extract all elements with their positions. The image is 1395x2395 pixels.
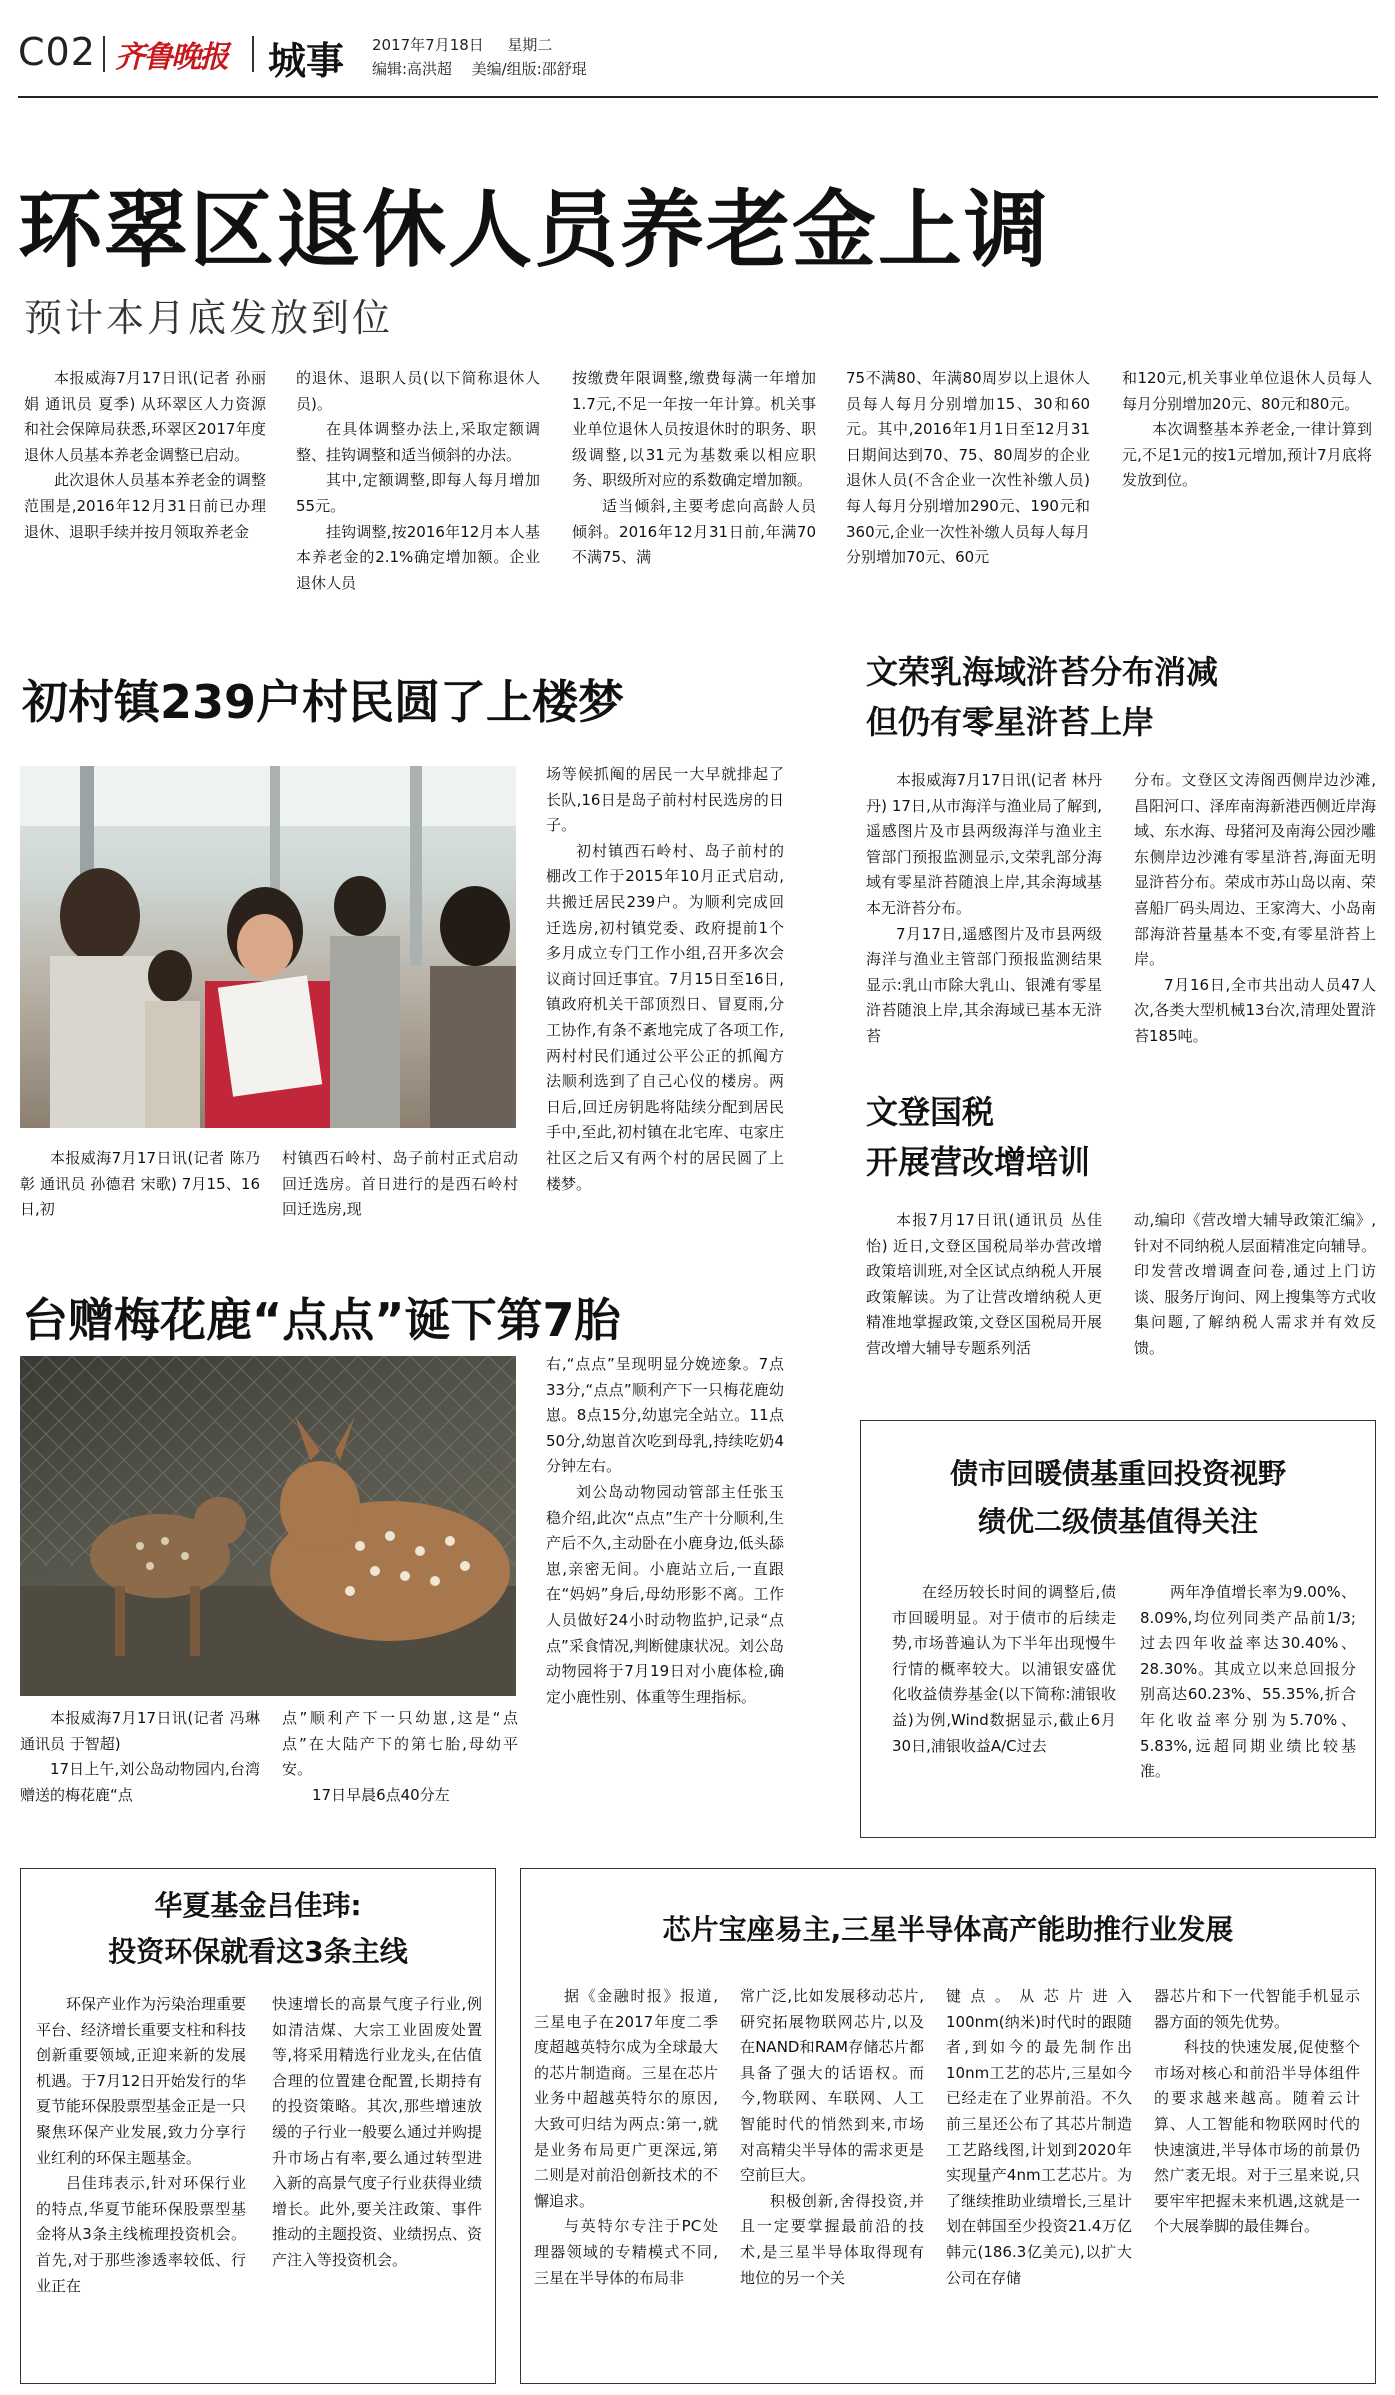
laver-col-2 <box>1134 768 1376 1060</box>
lead-col1-p1: 本报威海7月17日讯(记者 孙丽娟 通讯员 夏季) 从环翠区人力资源和社会保障局获悉,环翠区2017年度退休人员基本养老金调整已启动。 <box>24 369 266 464</box>
chip-col1-p1: 据《金融时报》报道,三星电子在2017年度二季度超越英特尔成为全球最大的芯片制造商。三星在芯片业务中超越英特尔的原因,大致可归结为两点:第一,就是业务布局更广更深远,第二则是对前沿创新技术的不懈追求。 <box>534 1987 718 2210</box>
deer-headline: 台赠梅花鹿“点点”诞下第7胎 <box>22 1293 621 1347</box>
fund-col-2 <box>272 1992 482 2376</box>
laver-col-1 <box>866 768 1102 1060</box>
laver-col2-p1: 分布。文登区文涛阁西侧岸边沙滩,昌阳河口、泽库南海新港西侧近岸海域、东水海、母猪河及南海公园沙雕东侧岸边沙滩有零星浒苔,海面无明显浒苔分布。荣成市苏山岛以南、荣喜船厂码头周边、王家湾大、小岛南部海浒苔量基本不变,有零星浒苔上岸。 <box>1134 771 1376 969</box>
laver-col1-p1: 本报威海7月17日讯(记者 林丹丹) 17日,从市海洋与渔业局了解到,遥感图片及市县两级海洋与渔业主管部门预报监测显示,文荣乳部分海域有零星浒苔随浪上岸,其余海域基本无浒苔分布。 <box>866 771 1102 917</box>
date-text: 2017年7月18日 <box>372 36 484 54</box>
chip-col2-p2: 积极创新,舍得投资,并且一定要掌握最前沿的技术,是三星半导体取得现有地位的另一个关 <box>740 2191 924 2287</box>
chip-col-3 <box>946 1984 1132 2374</box>
deer-photo <box>20 1356 516 1696</box>
lead-col2-p4: 挂钩调整,按2016年12月本人基本养老金的2.1%确定增加额。企业退休人员 <box>296 522 540 592</box>
village-caption-2 <box>282 1146 518 1228</box>
editor-text: 编辑:高洪超 <box>372 60 453 78</box>
laver-headline-2: 但仍有零星浒苔上岸 <box>866 703 1155 741</box>
lead-col-3 <box>572 366 816 611</box>
laver-col2-p2: 7月16日,全市共出动人员47人次,各类大型机械13台次,清理处置浒苔185吨。 <box>1134 975 1376 1045</box>
village-photo-art <box>20 766 516 1128</box>
page-header <box>0 0 1395 90</box>
editor-credits <box>372 58 587 79</box>
issue-date <box>372 34 552 55</box>
deer-caption-2 <box>282 1706 518 1804</box>
designer-text: 美编/组版:邵舒琨 <box>471 60 587 78</box>
fund-col1-p1: 环保产业作为污染治理重要平台、经济增长重要支柱和科技创新重要领域,正迎来新的发展机遇。于7月12日开始发行的华夏节能环保股票型基金正是一只聚焦环保产业发展,致力分享行业红利的环保主题基金。 <box>36 1995 247 2167</box>
deer-col-right <box>546 1352 784 1788</box>
lead-col-5 <box>1122 366 1372 611</box>
tax-col1-p1: 本报7月17日讯(通讯员 丛佳怡) 近日,文登区国税局举办营改增政策培训班,对全区试点纳税人开展政策解读。为了让营改增纳税人更精准地掌握政策,文登区国税局开展营改增大辅导专题系列活 <box>866 1211 1102 1357</box>
lead-col2-p3: 其中,定额调整,即每人每月增加55元。 <box>296 471 540 515</box>
deer-right-p2: 刘公岛动物园动管部主任张玉稳介绍,此次“点点”生产十分顺利,生产后不久,主动卧在小鹿身边,低头舔崽,亲密无间。小鹿站立后,一直跟在“妈妈”身后,母幼形影不离。工作人员做好24小时动物监护,记录“点点”采食情况,判断健康状况。刘公岛动物园将于7月19日对小鹿体检,确定小鹿性别、体重等生理指标。 <box>546 1482 784 1706</box>
section-name: 城事 <box>268 39 345 83</box>
fund-col1-p2: 吕佳玮表示,针对环保行业的特点,华夏节能环保股票型基金将从3条主线梳理投资机会。首先,对于那些渗透率较低、行业正在 <box>36 2174 246 2295</box>
village-caption-1-text: 本报威海7月17日讯(记者 陈乃彰 通讯员 孙德君 宋歌) 7月15、16日,初 <box>20 1149 260 1219</box>
deer-caption-1a: 本报威海7月17日讯(记者 冯琳 通讯员 于智超) <box>20 1709 260 1753</box>
village-col-right <box>546 762 784 1232</box>
tax-col-1 <box>866 1208 1102 1392</box>
bonds-col-2 <box>1140 1580 1356 1820</box>
village-right-p2: 初村镇西石岭村、岛子前村的棚改工作于2015年10月正式启动,共搬迁居民239户。为顺利完成回迁选房,初村镇党委、政府提前1个多月成立专门工作小组,召开多次会议商讨回迁事宜。7月15日至16日,镇政府机关干部顶烈日、冒夏雨,分工协作,有条不紊地完成了各项工作,两村村民们通过公平公正的抓阄方法顺利选到了自己心仪的楼房。两日后,回迁房钥匙将陆续分配到居民手中,至此,初村镇在北宅库、屯家庄社区之后又有两个村的居民圆了上楼梦。 <box>546 841 784 1193</box>
village-photo <box>20 766 516 1128</box>
chip-col-4 <box>1154 1984 1360 2374</box>
deer-caption-1b: 17日上午,刘公岛动物园内,台湾赠送的梅花鹿“点 <box>20 1760 260 1804</box>
lead-col-1 <box>24 366 266 611</box>
fund-col-1 <box>36 1992 246 2376</box>
deer-caption-2b: 17日早晨6点40分左 <box>312 1785 450 1804</box>
lead-col-4 <box>846 366 1090 611</box>
lead-col1-p2: 此次退休人员基本养老金的调整范围是,2016年12月31日前已办理退休、退职手续并按月领取养老金 <box>24 471 266 541</box>
header-divider-2 <box>252 36 254 72</box>
deer-right-p1: 右,“点点”呈现明显分娩迹象。7点33分,“点点”顺利产下一只梅花鹿幼崽。8点15分,幼崽完全站立。11点50分,幼崽首次吃到母乳,持续吃奶4分钟左右。 <box>546 1355 784 1476</box>
lead-subhead: 预计本月底发放到位 <box>24 296 394 340</box>
chip-col-1 <box>534 1984 718 2374</box>
village-right-p1: 场等候抓阄的居民一大早就排起了长队,16日是岛子前村村民选房的日子。 <box>546 765 784 835</box>
bonds-headline-2: 绩优二级债基值得关注 <box>977 1505 1258 1538</box>
bonds-col2-p1: 两年净值增长率为9.00%、8.09%,均位列同类产品前1/3;过去四年收益率达30.40%、28.30%。其成立以来总回报分别高达60.23%、55.35%,折合年化收益率分别为5.70%、5.83%,远超同期业绩比较基准。 <box>1140 1583 1356 1781</box>
deer-photo-art <box>20 1356 516 1696</box>
tax-headline-2: 开展营改增培训 <box>866 1143 1091 1181</box>
bonds-col-1 <box>892 1580 1116 1820</box>
chip-col4-p2: 科技的快速发展,促使整个市场对核心和前沿半导体组件的要求越来越高。随着云计算、人工智能和物联网时代的快速演进,半导体市场的前景仍然广袤无垠。对于三星来说,只要牢牢把握未来机遇,这就是一个大展拳脚的最佳舞台。 <box>1154 2038 1360 2236</box>
lead-col2-p2: 在具体调整办法上,采取定额调整、挂钩调整和适当倾斜的办法。 <box>296 420 540 464</box>
village-caption-1 <box>20 1146 260 1228</box>
deer-caption-2a: 点”顺利产下一只幼崽,这是“点点”在大陆产下的第七胎,母幼平安。 <box>282 1709 518 1779</box>
lead-col3-p1: 按缴费年限调整,缴费每满一年增加1.7元,不足一年按一年计算。机关事业单位退休人员按退休时的职务、职级调整,以31元为基数乘以相应职务、职级所对应的系数确定增加额。 <box>572 369 816 490</box>
laver-headline-1: 文荣乳海域浒苔分布消减 <box>866 653 1219 691</box>
lead-col4-p1: 75不满80、年满80周岁以上退休人员每人每月分别增加15、30和60元。其中,2016年1月1日至12月31日期间达到70、75、80周岁的企业退休人员(不含企业一次性补缴人员)每人每月分别增加290元、190元和360元,企业一次性补缴人员每人每月分别增加70元、60元 <box>846 369 1090 567</box>
chip-headline: 芯片宝座易主,三星半导体高产能助推行业发展 <box>662 1913 1234 1946</box>
tax-col-2 <box>1134 1208 1376 1392</box>
tax-col2-p1: 动,编印《营改增大辅导政策汇编》,针对不同纳税人层面精准定向辅导。印发营改增调查问卷,通过上门访谈、服务厅询问、网上搜集等方式收集问题,了解纳税人需求并有效反馈。 <box>1134 1211 1376 1357</box>
village-headline: 初村镇239户村民圆了上楼梦 <box>22 675 625 729</box>
lead-col2-p1: 的退休、退职人员(以下简称退休人员)。 <box>296 369 540 413</box>
chip-col1-p2: 与英特尔专注于PC处理器领域的专精模式不同,三星在半导体的布局非 <box>534 2217 718 2287</box>
page-code: C02 <box>18 30 96 74</box>
fund-headline-1: 华夏基金吕佳玮: <box>154 1889 362 1922</box>
lead-col5-p1: 和120元,机关事业单位退休人员每人每月分别增加20元、80元和80元。 <box>1122 369 1372 413</box>
deer-caption-1 <box>20 1706 260 1804</box>
chip-col4-p1: 器芯片和下一代智能手机显示器方面的领先优势。 <box>1154 1987 1360 2031</box>
laver-col1-p2: 7月17日,遥感图片及市县两级海洋与渔业主管部门预报监测结果显示:乳山市除大乳山、银滩有零星浒苔随浪上岸,其余海域已基本无浒苔 <box>866 924 1102 1045</box>
village-caption-2-text: 村镇西石岭村、岛子前村正式启动回迁选房。首日进行的是西石岭村回迁选房,现 <box>282 1149 518 1219</box>
tax-headline-1: 文登国税 <box>866 1093 995 1131</box>
chip-col-2 <box>740 1984 924 2374</box>
header-divider-1 <box>103 36 105 72</box>
lead-headline: 环翠区退休人员养老金上调 <box>18 181 1051 279</box>
lead-col3-p2: 适当倾斜,主要考虑向高龄人员倾斜。2016年12月31日前,年满70不满75、满 <box>572 496 816 567</box>
lead-col-2 <box>296 366 540 611</box>
lead-col5-p2: 本次调整基本养老金,一律计算到元,不足1元的按1元增加,预计7月底将发放到位。 <box>1122 420 1372 490</box>
header-rule <box>18 96 1378 98</box>
chip-col3-p1: 键点。从芯片进入100nm(纳米)时代时的跟随者,到如今的最先制作出10nm工艺的芯片,三星如今已经走在了业界前沿。不久前三星还公布了其芯片制造工艺路线图,计划到2020年实现量产4nm工艺芯片。为了继续推助业绩增长,三星计划在韩国至少投资21.4万亿韩元(186.3亿美元),以扩大公司在存储 <box>946 1987 1132 2287</box>
weekday-text: 星期二 <box>507 36 553 54</box>
bonds-col1-p1: 在经历较长时间的调整后,债市回暖明显。对于债市的后续走势,市场普遍认为下半年出现慢牛行情的概率较大。以浦银安盛优化收益债券基金(以下简称:浦银收益)为例,Wind数据显示,截止6月30日,浦银收益A/C过去 <box>892 1583 1116 1755</box>
paper-logo: 齐鲁晚报 <box>115 40 227 75</box>
fund-headline-2: 投资环保就看这3条主线 <box>108 1935 408 1968</box>
bonds-headline-1: 债市回暖债基重回投资视野 <box>949 1457 1286 1490</box>
fund-col2-p1: 快速增长的高景气度子行业,例如清洁煤、大宗工业固废处置等,将采用精选行业龙头,在估值合理的位置建仓配置,长期持有的投资策略。其次,那些增速放缓的子行业一般要么通过并购提升市场占有率,要么通过转型进入新的高景气度子行业获得业绩增长。此外,要关注政策、事件推动的主题投资、业绩拐点、资产注入等投资机会。 <box>272 1995 483 2269</box>
chip-col2-p1: 常广泛,比如发展移动芯片,研究拓展物联网芯片,以及在NAND和RAM存储芯片都具备了强大的话语权。而今,物联网、车联网、人工智能时代的悄然到来,市场对高精尖半导体的需求更是空前巨大。 <box>740 1987 924 2185</box>
